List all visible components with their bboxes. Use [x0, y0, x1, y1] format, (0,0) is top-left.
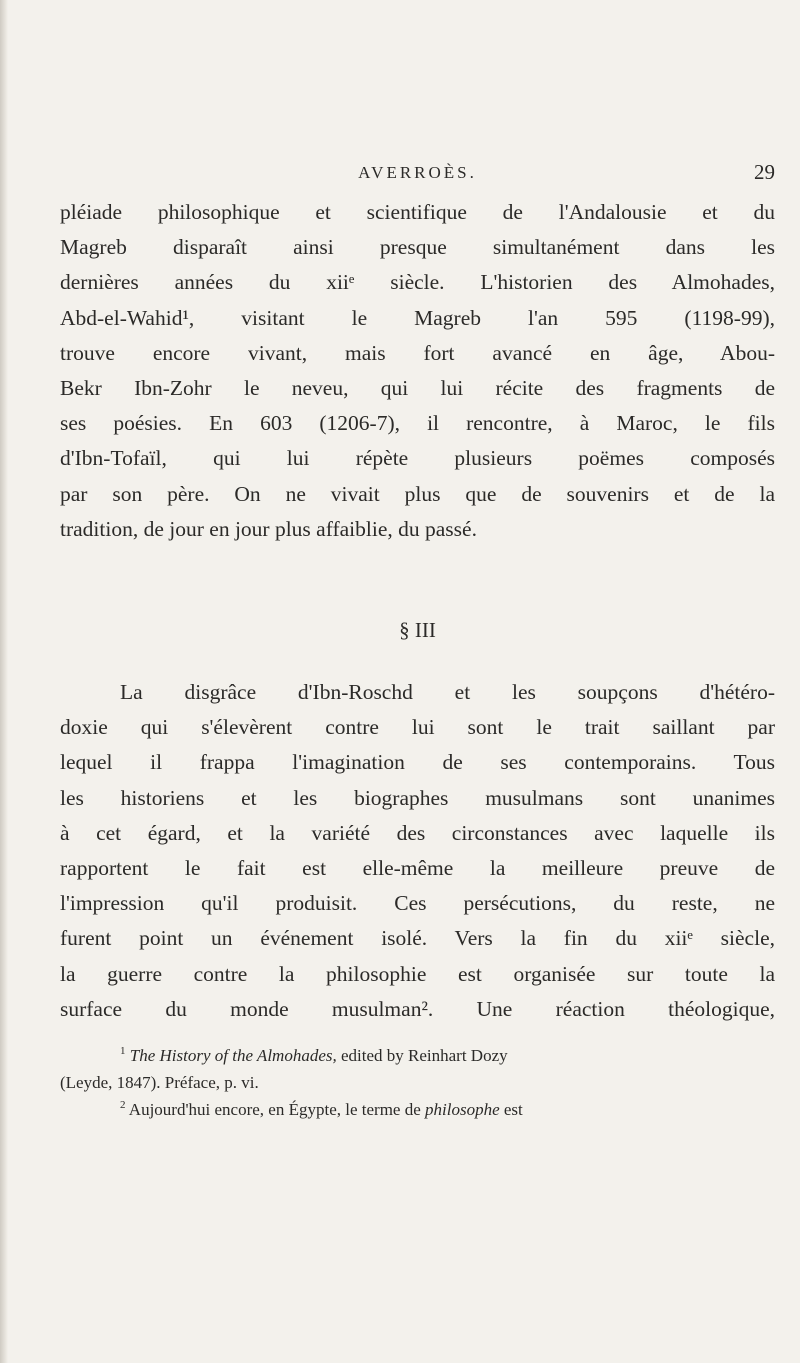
- text-line: à cet égard, et la variété des circonstances avec laquelle ils: [60, 820, 775, 845]
- text-line: Bekr Ibn-Zohr le neveu, qui lui récite des fragments de: [60, 376, 775, 401]
- footnote-1-line-2: (Leyde, 1847). Préface, p. vi.: [60, 1073, 259, 1092]
- footnote-2: [60, 1096, 775, 1123]
- paragraph-2: [60, 675, 775, 1027]
- text-line: La disgrâce d'Ibn-Roschd et les soupçons d'hétéro-: [120, 680, 775, 704]
- text-line: trouve encore vivant, mais fort avancé en âge, Abou-: [60, 340, 775, 365]
- text-line: Abd-el-Wahid¹, visitant le Magreb l'an 595 (1198-99),: [60, 305, 775, 330]
- text-line: Magreb disparaît ainsi presque simultanément dans les: [60, 235, 775, 260]
- text-line: surface du monde musulman². Une réaction théologique,: [60, 996, 775, 1021]
- footnote-2-text: Aujourd'hui encore, en Égypte, le terme de: [125, 1100, 426, 1119]
- section-heading: § III: [399, 618, 436, 642]
- footnote-2-end: est: [499, 1100, 523, 1119]
- page-edge: [0, 0, 8, 1363]
- footnote-1: [60, 1042, 775, 1069]
- text-line: furent point un événement isolé. Vers la fin du xiiᵉ siècle,: [60, 926, 775, 951]
- text-line: par son père. On ne vivait plus que de souvenirs et de la: [60, 481, 775, 506]
- text-line: la guerre contre la philosophie est organisée sur toute la: [60, 961, 775, 986]
- footnote-1-text: edited by Reinhart Dozy: [336, 1046, 508, 1065]
- text-line: ses poésies. En 603 (1206-7), il rencontre, à Maroc, le fils: [60, 411, 775, 436]
- footnote-marker: 1: [120, 1045, 126, 1057]
- text-line: rapportent le fait est elle-même la meilleure preuve de: [60, 856, 775, 881]
- running-head: [60, 160, 775, 193]
- running-title: AVERROÈS.: [358, 163, 477, 182]
- page-number: 29: [754, 160, 775, 184]
- text-line: d'Ibn-Tofaïl, qui lui répète plusieurs poëmes composés: [60, 446, 775, 471]
- footnote-2-term: philosophe: [425, 1100, 500, 1119]
- text-line: doxie qui s'élevèrent contre lui sont le trait saillant par: [60, 715, 775, 740]
- text-line: l'impression qu'il produisit. Ces persécutions, du reste, ne: [60, 891, 775, 916]
- text-line: dernières années du xiiᵉ siècle. L'historien des Almohades,: [60, 270, 775, 295]
- text-line: pléiade philosophique et scientifique de l'Andalousie et du: [60, 200, 775, 224]
- text-line: tradition, de jour en jour plus affaiblie, du passé.: [60, 516, 477, 541]
- text-line: les historiens et les biographes musulmans sont unanimes: [60, 785, 775, 810]
- footnotes: [60, 1042, 775, 1123]
- footnote-1-title: The History of the Almohades,: [129, 1046, 337, 1065]
- footnote-marker: 2: [120, 1099, 126, 1111]
- paragraph-1: [60, 195, 775, 547]
- text-line: lequel il frappa l'imagination de ses contemporains. Tous: [60, 750, 775, 775]
